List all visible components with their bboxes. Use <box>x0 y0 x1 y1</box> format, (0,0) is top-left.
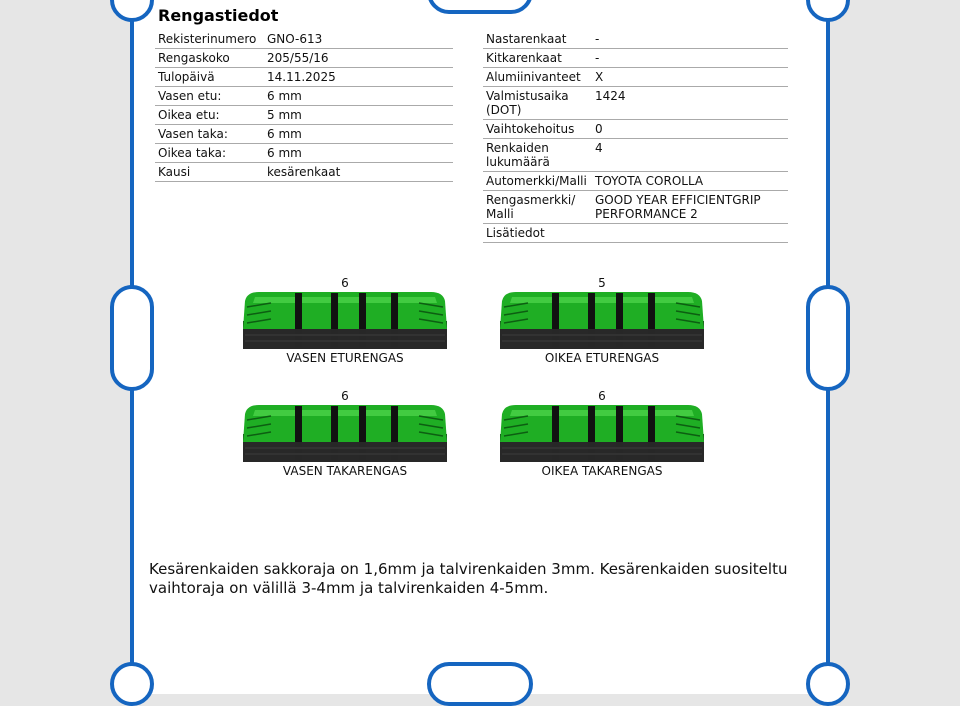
table-row <box>483 224 788 243</box>
row-key: Rengaskoko <box>155 49 264 68</box>
table-row <box>155 30 453 49</box>
row-value: 5 mm <box>264 106 453 125</box>
row-value <box>592 224 788 243</box>
row-value: 1424 <box>592 87 788 120</box>
row-value: GNO-613 <box>264 30 453 49</box>
resize-handle-left[interactable] <box>110 285 154 391</box>
resize-handle-top[interactable] <box>427 0 533 14</box>
table-row <box>483 30 788 49</box>
table-row <box>155 125 453 144</box>
page-title: Rengastiedot <box>158 6 279 25</box>
table-row <box>155 68 453 87</box>
tire-tread-icon <box>498 404 706 462</box>
row-value: 0 <box>592 120 788 139</box>
tire-tread-icon <box>241 404 449 462</box>
row-key: Kausi <box>155 163 264 182</box>
row-value: X <box>592 68 788 87</box>
row-value: 6 mm <box>264 87 453 106</box>
tire-info-table-left <box>155 30 453 182</box>
row-value: 14.11.2025 <box>264 68 453 87</box>
table-row <box>155 49 453 68</box>
tire-rear-right <box>497 388 707 478</box>
table-row <box>483 49 788 68</box>
tread-depth-value: 6 <box>341 389 349 403</box>
row-key: Kitkarenkaat <box>483 49 592 68</box>
table-row <box>155 163 453 182</box>
tire-position-label: VASEN TAKARENGAS <box>282 464 408 478</box>
tire-info-table-right <box>483 30 788 243</box>
tire-position-label: VASEN ETURENGAS <box>286 351 404 365</box>
tread-depth-value: 5 <box>598 276 606 290</box>
table-row <box>483 120 788 139</box>
row-key: Oikea etu: <box>155 106 264 125</box>
tread-depth-value: 6 <box>341 276 349 290</box>
row-value: 4 <box>592 139 788 172</box>
row-key: Nastarenkaat <box>483 30 592 49</box>
tire-position-label: OIKEA ETURENGAS <box>544 351 660 365</box>
table-row <box>483 68 788 87</box>
resize-handle-right[interactable] <box>806 285 850 391</box>
row-value: 6 mm <box>264 125 453 144</box>
tire-tread-icon <box>498 291 706 349</box>
row-key: Vaihtokehoitus <box>483 120 592 139</box>
row-key: Rengasmerkki/ Malli <box>483 191 592 224</box>
row-key: Alumiinivanteet <box>483 68 592 87</box>
row-key: Rekisterinumero <box>155 30 264 49</box>
row-key: Automerkki/Malli <box>483 172 592 191</box>
tire-front-left <box>240 275 450 365</box>
table-row <box>483 139 788 172</box>
row-value: 6 mm <box>264 144 453 163</box>
row-key: Vasen taka: <box>155 125 264 144</box>
row-key: Vasen etu: <box>155 87 264 106</box>
tire-front-right <box>497 275 707 365</box>
tire-rear-left <box>240 388 450 478</box>
row-value: - <box>592 49 788 68</box>
table-row <box>483 191 788 224</box>
table-row <box>155 106 453 125</box>
row-value: TOYOTA COROLLA <box>592 172 788 191</box>
row-key: Tulopäivä <box>155 68 264 87</box>
row-key: Renkaiden lukumäärä <box>483 139 592 172</box>
tread-depth-value: 6 <box>598 389 606 403</box>
row-key: Oikea taka: <box>155 144 264 163</box>
resize-handle-bottom[interactable] <box>427 662 533 706</box>
row-key: Lisätiedot <box>483 224 592 243</box>
row-key: Valmistusaika (DOT) <box>483 87 592 120</box>
table-row <box>155 87 453 106</box>
row-value: 205/55/16 <box>264 49 453 68</box>
tire-tread-icon <box>241 291 449 349</box>
row-value: kesärenkaat <box>264 163 453 182</box>
resize-handle-bottom-left[interactable] <box>110 662 154 706</box>
table-row <box>483 87 788 120</box>
resize-handle-bottom-right[interactable] <box>806 662 850 706</box>
tire-position-label: OIKEA TAKARENGAS <box>541 464 663 478</box>
table-row <box>483 172 788 191</box>
row-value: GOOD YEAR EFFICIENTGRIP PERFORMANCE 2 <box>592 191 788 224</box>
limit-note: Kesärenkaiden sakkoraja on 1,6mm ja talvirenkaiden 3mm. Kesärenkaiden suositeltu vaihtoraja on välillä 3-4mm ja talvirenkaiden 4-5mm. <box>149 560 788 597</box>
table-row <box>155 144 453 163</box>
row-value: - <box>592 30 788 49</box>
